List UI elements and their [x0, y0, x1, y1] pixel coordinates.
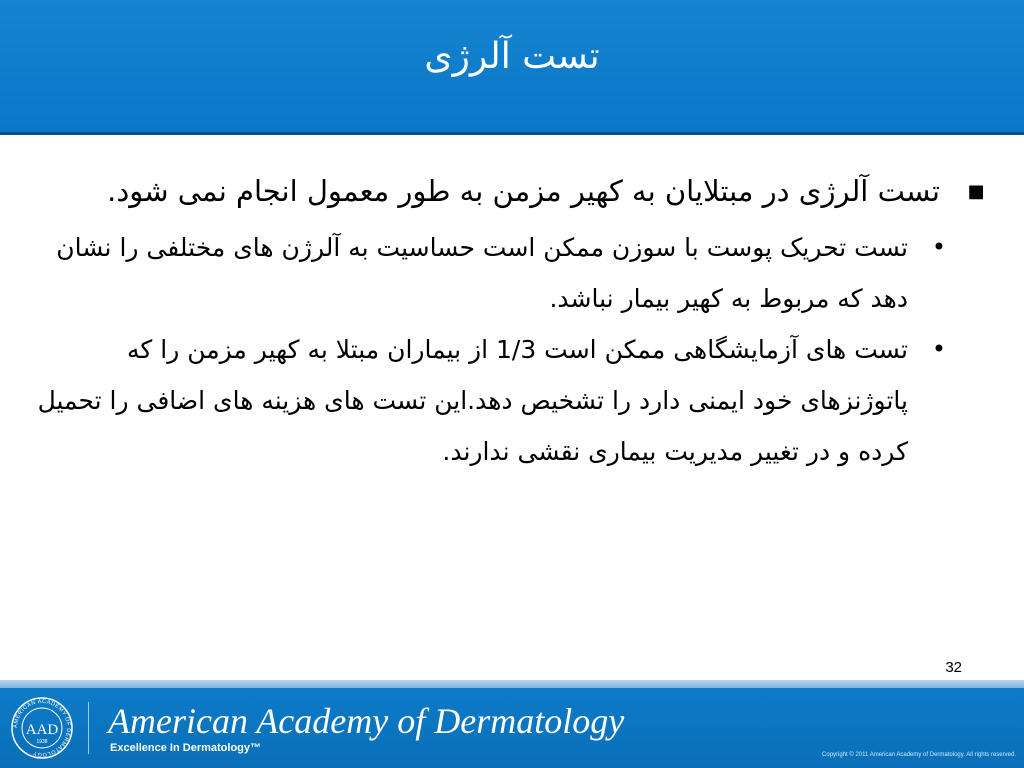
page-number: 32: [945, 659, 962, 676]
organization-name: American Academy of Dermatology: [108, 701, 625, 741]
bullet-item-2: [28, 222, 986, 324]
slide-title: تست آلرژی: [424, 36, 600, 77]
footer-divider: [88, 702, 89, 754]
logo-year: 1938: [36, 739, 48, 745]
slide-content: [28, 162, 986, 477]
logo-text: AAD: [25, 722, 59, 738]
footer-bar: [0, 688, 1024, 768]
bullet-text: تست تحریک پوست با سوزن ممکن است حساسیت به آلرژن های مختلفی را نشان دهد که مربوط به کهیر بیمار نباشد.: [56, 233, 908, 313]
title-bar: [0, 0, 1024, 135]
copyright-notice: Copyright © 2011 American Academy of Dermatology. All rights reserved.: [822, 752, 1016, 758]
seal-text: AMERICAN ACADEMY OF DERMATOLOGY: [12, 698, 72, 758]
bullet-text: تست های آزمایشگاهی ممکن است 1/3 از بیماران مبتلا به کهیر مزمن را که پاتوژنزهای خود ایمنی دارد را تشخیص دهد.این تست های هزینه های اضافی را تحمیل کرده و در تغییر مدیریت بیماری نقشی ندارند.: [37, 335, 908, 466]
dot-bullet-icon: •: [931, 233, 946, 261]
bullet-item-3: [28, 324, 986, 477]
aad-seal-logo: [10, 696, 74, 760]
bullet-item-1: [28, 162, 986, 220]
square-bullet-icon: ■: [967, 181, 985, 202]
organization-tagline: Excellence In Dermatology™: [110, 742, 261, 754]
bullet-text: تست آلرژی در مبتلایان به کهیر مزمن به طور معمول انجام نمی شود.: [107, 174, 940, 208]
footer-stripe: [0, 680, 1024, 688]
dot-bullet-icon: •: [931, 335, 946, 363]
